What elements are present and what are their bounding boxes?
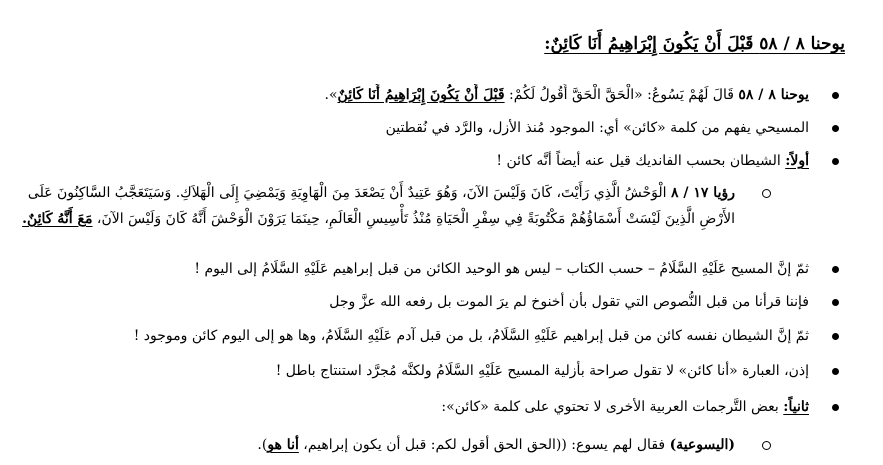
list-item: [20, 360, 845, 382]
emphasis-text: أنا هو: [267, 437, 299, 453]
list-item: [20, 117, 845, 139]
bullet-circle-icon: [762, 189, 771, 198]
item-text: فقال لهم يسوع: ((الحق الحق أقول لكم: قبل أن يكون إبراهيم،: [298, 437, 670, 453]
list-item: [20, 258, 845, 280]
bullet-dot-icon: [832, 299, 839, 306]
sub-list-item: [20, 180, 845, 236]
item-tail: ).: [257, 437, 268, 453]
item-tail: ».: [324, 87, 338, 103]
list-item: [20, 150, 845, 172]
point-label: أولاً:: [785, 153, 809, 169]
sub-list-item: [20, 432, 845, 458]
emphasis-text: مَعَ أَنَّهُ كَائِنٌ.: [22, 211, 93, 227]
emphasis-text: قَبْلَ أَنْ يَكُونَ إِبْرَاهِيمُ أَنَا كَائِنٌ: [337, 87, 505, 103]
item-text: قَالَ لَهُمْ يَسُوعُ: «الْحَقَّ الْحَقَّ أَقُولُ لَكُمْ:: [504, 87, 739, 103]
bullet-dot-icon: [832, 158, 839, 165]
verse-reference: يوحنا ٨ / ٥٨: [738, 87, 809, 103]
bullet-dot-icon: [832, 404, 839, 411]
item-text: المسيحي يفهم من كلمة «كائن» أي: الموجود مُنذ الأزل، والرَّد في نُقطتين: [385, 120, 809, 136]
list-item: [20, 84, 845, 106]
item-text: إذن، العبارة «أنا كائن» لا تقول صراحة بأزلية المسيح عَلَيْهِ السَّلَامُ ولكنَّه مُجرَّد استنتاج باطل !: [275, 363, 809, 379]
verse-reference: رؤيا ١٧ / ٨: [670, 185, 735, 201]
item-text: ثمّ إنَّ المسيح عَلَيْهِ السَّلَامُ – حسب الكتاب – ليس هو الوحيد الكائن من قبل إبراهيم عَلَيْهِ السَّلَامُ إلى اليوم !: [194, 261, 809, 277]
bullet-circle-icon: [762, 441, 771, 450]
bullet-dot-icon: [832, 92, 839, 99]
translation-name: (اليسوعية): [669, 437, 735, 453]
list-item: [20, 396, 845, 418]
section-heading: يوحنا ٨ / ٥٨ قَبْلَ أَنْ يَكُونَ إِبْرَاهِيمُ أَنَا كَائِنٌ:: [544, 34, 845, 54]
item-text: فإننا قرأنا من قبل النُّصوص التي تقول بأن أخنوخ لم يرَ الموت بل رفعه الله عزَّ وجل: [329, 294, 809, 310]
bullet-dot-icon: [832, 266, 839, 273]
item-text: الشيطان بحسب الفانديك قيل عنه أيضاً أنَّه كائن !: [496, 153, 786, 169]
bullet-dot-icon: [832, 125, 839, 132]
list-item: [20, 325, 845, 347]
item-text: الْوَحْشُ الَّذِي رَأَيْتَ، كَانَ وَلَيْسَ الآنَ، وَهُوَ عَتِيدٌ أَنْ يَصْعَدَ مِنَ الْهَاوِيَةِ وَيَمْضِيَ إِلَى الْهَلاَكِ. وَسَيَتَعَجَّبُ السَّاكِنُونَ عَلَى الأَرْضِ الَّذِينَ لَيْسَتْ أَسْمَاؤُهُمْ مَكْتُوبَةً فِي سِفْرِ الْحَيَاةِ مُنْذُ تَأْسِيسِ الْعَالَمِ، حِينَمَا يَرَوْنَ الْوَحْشَ أَنَّهُ كَانَ وَلَيْسَ الآنَ،: [27, 185, 735, 227]
item-text: ثمّ إنَّ الشيطان نفسه كائن من قبل إبراهيم عَلَيْهِ السَّلَامُ، بل من قبل آدم عَلَيْهِ السَّلَامُ، وها هو إلى اليوم كائن وموجود !: [133, 328, 809, 344]
item-text: بعض التَّرجمات العربية الأخرى لا تحتوي على كلمة «كائن»:: [441, 399, 784, 415]
bullet-dot-icon: [832, 368, 839, 375]
bullet-dot-icon: [832, 333, 839, 340]
list-item: [20, 291, 845, 313]
point-label: ثانياً:: [783, 399, 809, 415]
